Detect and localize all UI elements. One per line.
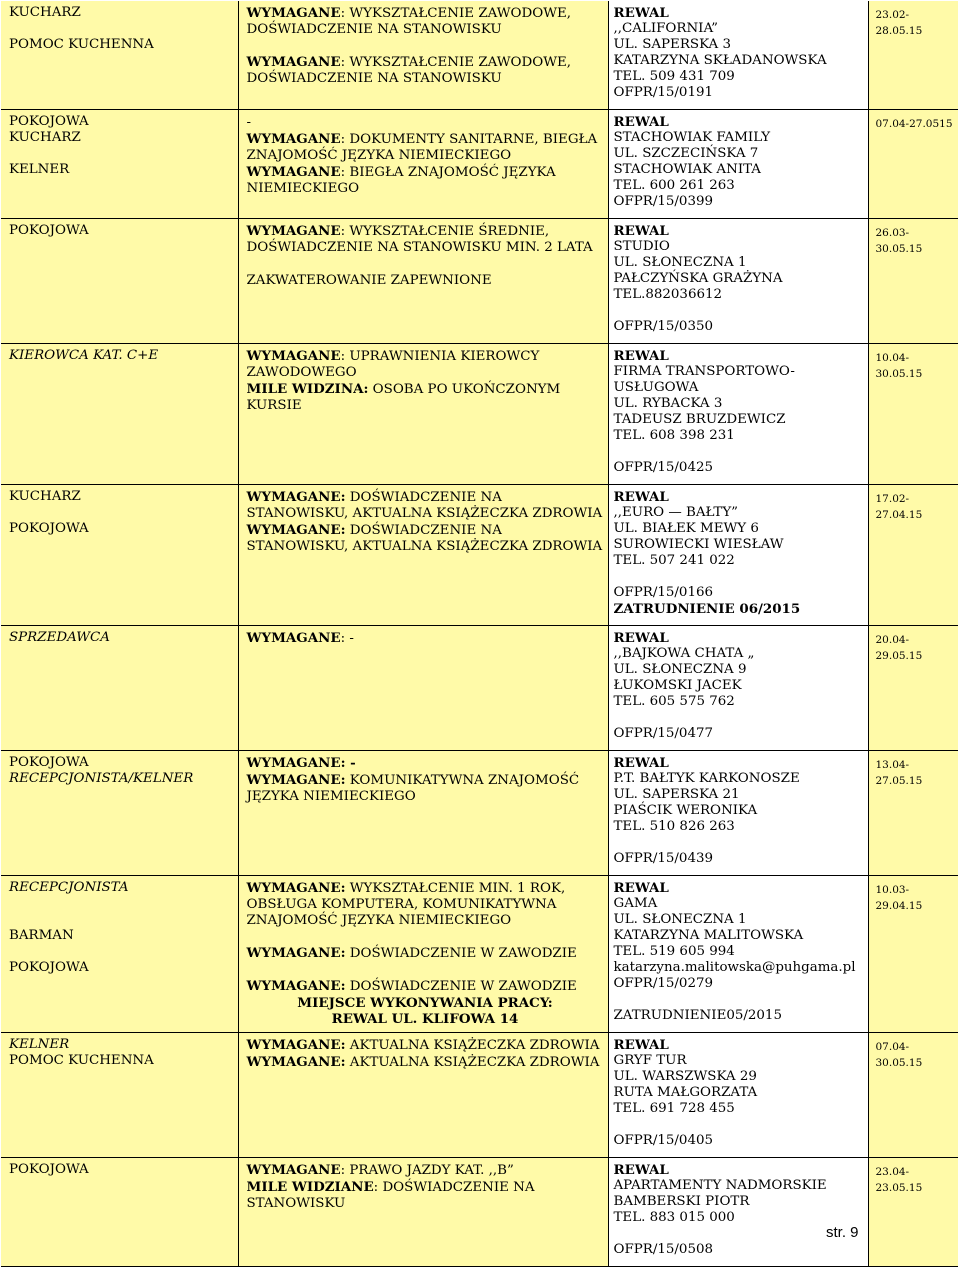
spacer — [9, 944, 234, 960]
employer-line: OFPR/15/0405 — [613, 1133, 714, 1148]
position-title: KIEROWCA KAT. C+E — [9, 348, 159, 363]
employer-location: REWAL — [613, 114, 669, 130]
employer-line: TEL. 519 605 994 — [613, 944, 735, 959]
requirement-label: WYMAGANE: — [246, 1054, 346, 1070]
offer-date: 07.04-27.0515 — [868, 110, 958, 219]
employer-location: REWAL — [613, 5, 669, 21]
employer-line: SUROWIECKI WIESŁAW — [613, 537, 784, 552]
requirement-label: WYMAGANE — [246, 348, 341, 364]
offer-row — [1, 344, 958, 485]
requirement — [247, 5, 604, 38]
employer-line: TEL.882036612 — [613, 287, 723, 302]
employer-line — [614, 1117, 864, 1133]
requirement-text: DOŚWIADCZENIE W ZAWODZIE — [345, 946, 577, 961]
requirement — [247, 978, 604, 995]
requirement-text: : - — [340, 631, 354, 646]
spacer — [247, 929, 604, 945]
requirement — [247, 348, 604, 381]
requirement — [247, 1037, 604, 1054]
requirement — [247, 164, 604, 197]
spacer — [614, 335, 864, 343]
offer-employer — [608, 1158, 868, 1267]
requirement-label: WYMAGANE: — [246, 945, 346, 961]
offer-positions — [1, 876, 238, 1033]
offer-employer — [608, 876, 868, 1033]
offer-employer — [608, 485, 868, 626]
offer-date: 26.03-30.05.15 — [868, 219, 958, 344]
offer-requirements — [238, 751, 608, 876]
offer-employer — [608, 1033, 868, 1158]
employer-line: OFPR/15/0166 — [613, 585, 714, 600]
requirement-label: WYMAGANE: — [246, 880, 346, 896]
employer-line: STACHOWIAK ANITA — [613, 162, 761, 177]
spacer — [614, 617, 864, 625]
employer-line: OFPR/15/0191 — [613, 85, 714, 100]
offer-date: 10.03-29.04.15 — [868, 876, 958, 1033]
requirement-text: : UPRAWNIENIA KIEROWCY ZAWODOWEGO — [246, 349, 540, 380]
requirement-label: WYMAGANE: - — [246, 755, 356, 771]
offer-positions — [1, 1, 238, 110]
offer-row — [1, 219, 958, 344]
offer-requirements — [238, 626, 608, 751]
requirement-text: AKTUALNA KSIĄŻECZKA ZDROWIA — [345, 1038, 600, 1053]
workplace-note: REWAL UL. KLIFOWA 14 — [331, 1011, 519, 1027]
employer-location: REWAL — [613, 489, 669, 505]
offer-row — [1, 1158, 958, 1267]
requirement-text: : DOKUMENTY SANITARNE, BIEGŁA ZNAJOMOŚĆ JĘZYKA NIEMIECKIEGO — [246, 132, 598, 163]
requirement-label: WYMAGANE — [246, 5, 341, 21]
requirement-text: AKTUALNA KSIĄŻECZKA ZDROWIA — [345, 1055, 600, 1070]
employer-line: UL. WARSZWSKA 29 — [613, 1069, 757, 1084]
spacer — [247, 962, 604, 978]
offer-employer — [608, 344, 868, 485]
offer-employer — [608, 626, 868, 751]
requirement-text: : WYKSZTAŁCENIE ZAWODOWE, DOŚWIADCZENIE NA STANOWISKU — [246, 55, 572, 86]
offer-row — [1, 110, 958, 219]
employer-line: TEL. 510 826 263 — [613, 819, 735, 834]
spacer — [614, 210, 864, 218]
employer-line: ,,BAJKOWA CHATA „ — [613, 646, 755, 661]
position-title — [9, 896, 234, 912]
requirement — [247, 1162, 604, 1179]
spacer — [614, 1258, 864, 1266]
employer-line: UL. SAPERSKA 3 — [613, 37, 731, 52]
employer-location: REWAL — [613, 348, 669, 364]
offer-date: 10.04-30.05.15 — [868, 344, 958, 485]
spacer — [614, 476, 864, 484]
requirement — [247, 114, 604, 131]
offer-requirements — [238, 876, 608, 1033]
employer-location: REWAL — [613, 755, 669, 771]
position-title: POKOJOWA — [9, 114, 89, 129]
requirement — [247, 489, 604, 522]
spacer — [614, 867, 864, 875]
offer-date: 20.04-29.05.15 — [868, 626, 958, 751]
employer-line: OFPR/15/0439 — [613, 851, 714, 866]
employer-line — [614, 710, 864, 726]
employer-line: RUTA MAŁGORZATA — [613, 1085, 758, 1100]
employer-line: UL. BIAŁEK MEWY 6 — [613, 521, 759, 536]
employer-line: UL. SŁONECZNA 9 — [613, 662, 747, 677]
employer-line: ,,CALIFORNIA” — [613, 21, 719, 36]
employer-line — [614, 303, 864, 319]
position-title: KUCHARZ — [9, 130, 81, 145]
offer-date: 17.02-27.04.15 — [868, 485, 958, 626]
requirement-text: WYKSZTAŁCENIE MIN. 1 ROK, OBSŁUGA KOMPUTERA, KOMUNIKATYWNA ZNAJOMOŚĆ JĘZYKA NIEMIECKIEGO — [246, 881, 566, 928]
position-title: KELNER — [9, 162, 70, 177]
position-title: KUCHARZ — [9, 489, 81, 504]
offer-requirements — [238, 1158, 608, 1267]
offer-requirements — [238, 219, 608, 344]
employer-line: P.T. BAŁTYK KARKONOSZE — [613, 771, 800, 786]
requirement — [247, 131, 604, 164]
position-title: RECEPCJONISTA — [9, 880, 129, 895]
requirement-label: WYMAGANE — [246, 131, 341, 147]
requirement — [247, 772, 604, 805]
position-title: SPRZEDAWCA — [9, 630, 110, 645]
job-offers-sheet — [1, 1, 958, 1267]
position-title: POKOJOWA — [9, 223, 89, 238]
offer-row — [1, 626, 958, 751]
position-title: POKOJOWA — [9, 521, 89, 536]
requirement-text: - — [246, 115, 252, 130]
position-title: BARMAN — [9, 928, 74, 943]
employer-line: OFPR/15/0399 — [613, 194, 714, 209]
requirement — [247, 1054, 604, 1071]
requirement — [247, 381, 604, 414]
requirement-text: : DOŚWIADCZENIE NA STANOWISKU — [246, 1180, 535, 1211]
requirement — [247, 223, 604, 256]
employer-line: UL. SZCZECIŃSKA 7 — [613, 146, 759, 161]
offer-positions — [1, 485, 238, 626]
spacer — [9, 21, 234, 37]
employer-line: ŁUKOMSKI JACEK — [613, 678, 742, 693]
employer-line — [614, 569, 864, 585]
requirement-text: DOŚWIADCZENIE W ZAWODZIE — [345, 979, 577, 994]
offer-positions — [1, 219, 238, 344]
offer-requirements — [238, 1, 608, 110]
offer-positions — [1, 344, 238, 485]
requirement-label: WYMAGANE: — [246, 489, 346, 505]
offer-employer — [608, 1, 868, 110]
spacer — [614, 101, 864, 109]
requirement-label: WYMAGANE — [246, 54, 341, 70]
offer-requirements — [238, 485, 608, 626]
requirement-label: WYMAGANE — [246, 1162, 341, 1178]
requirement-label: WYMAGANE — [246, 630, 341, 646]
employer-location: REWAL — [613, 1162, 669, 1178]
employer-line: TEL. 691 728 455 — [613, 1101, 735, 1116]
employer-line: GRYF TUR — [613, 1053, 687, 1068]
spacer — [614, 1149, 864, 1157]
position-title: POMOC KUCHENNA — [9, 37, 154, 52]
requirement — [247, 630, 604, 647]
requirement — [247, 1179, 604, 1212]
employer-line: TEL. 509 431 709 — [613, 69, 735, 84]
employer-line: STUDIO — [613, 239, 670, 254]
spacer — [614, 1024, 864, 1032]
employer-line: KATARZYNA SKŁADANOWSKA — [613, 53, 827, 68]
spacer — [247, 38, 604, 54]
requirement-text: : WYKSZTAŁCENIE ŚREDNIE, DOŚWIADCZENIE NA STANOWISKU MIN. 2 LATA — [246, 224, 593, 255]
requirement-text: KOMUNIKATYWNA ZNAJOMOŚĆ JĘZYKA NIEMIECKIEGO — [246, 773, 580, 804]
employer-line: BAMBERSKI PIOTR — [613, 1194, 750, 1209]
employer-line: UL. SAPERSKA 21 — [613, 787, 740, 802]
employer-location: REWAL — [613, 1037, 669, 1053]
position-title: POMOC KUCHENNA — [9, 1053, 154, 1068]
employer-line: OFPR/15/0508 — [613, 1242, 714, 1257]
employer-location: REWAL — [613, 880, 669, 896]
requirement — [247, 880, 604, 929]
employer-line: TADEUSZ BRUZDEWICZ — [613, 412, 786, 427]
offer-employer — [608, 751, 868, 876]
offer-positions — [1, 626, 238, 751]
employer-line: ZATRUDNIENIE05/2015 — [613, 1008, 782, 1023]
spacer — [9, 146, 234, 162]
employer-line: OFPR/15/0425 — [613, 460, 714, 475]
offer-requirements — [238, 344, 608, 485]
employer-line: UL. RYBACKA 3 — [613, 396, 723, 411]
employer-location: REWAL — [613, 223, 669, 239]
requirement-text: : BIEGŁA ZNAJOMOŚĆ JĘZYKA NIEMIECKIEGO — [246, 165, 556, 196]
requirement-label: WYMAGANE: — [246, 522, 346, 538]
job-offers-table — [1, 1, 958, 1267]
employer-line: OFPR/15/0350 — [613, 319, 714, 334]
offer-requirements — [238, 1033, 608, 1158]
requirement — [247, 755, 604, 772]
employer-line: OFPR/15/0477 — [613, 726, 714, 741]
offer-date: 23.04-23.05.15 — [868, 1158, 958, 1267]
offer-positions — [1, 1033, 238, 1158]
employer-line: PIAŚCIK WERONIKA — [613, 803, 758, 818]
offer-positions — [1, 751, 238, 876]
requirement-label: MILE WIDZINA: — [246, 381, 369, 397]
requirement-text: : WYKSZTAŁCENIE ZAWODOWE, DOŚWIADCZENIE NA STANOWISKU — [246, 6, 572, 37]
position-title: KUCHARZ — [9, 5, 81, 20]
offer-positions — [1, 110, 238, 219]
position-title: RECEPCJONISTA/KELNER — [9, 771, 194, 786]
employer-line — [614, 444, 864, 460]
employer-line: KATARZYNA MALITOWSKA — [613, 928, 804, 943]
requirement — [247, 272, 604, 289]
employer-location: REWAL — [613, 630, 669, 646]
requirement-text: OSOBA PO UKOŃCZONYM KURSIE — [246, 382, 561, 413]
employer-line: GAMA — [613, 896, 658, 911]
offer-row — [1, 485, 958, 626]
requirement-label: WYMAGANE: — [246, 978, 346, 994]
employer-line: ,,EURO — BAŁTY” — [613, 505, 739, 520]
employer-line: TEL. 608 398 231 — [613, 428, 735, 443]
offer-row — [1, 1033, 958, 1158]
employer-line: APARTAMENTY NADMORSKIE — [613, 1178, 827, 1193]
requirement-text: ZAKWATEROWANIE ZAPEWNIONE — [246, 273, 492, 288]
employer-line: TEL. 605 575 762 — [613, 694, 735, 709]
position-title: POKOJOWA — [9, 960, 89, 975]
employer-line: STACHOWIAK FAMILY — [613, 130, 771, 145]
position-title — [9, 912, 234, 928]
requirement-label: WYMAGANE: — [246, 1037, 346, 1053]
employer-line: katarzyna.malitowska@puhgama.pl — [613, 960, 856, 975]
requirement-label: WYMAGANE — [246, 223, 341, 239]
offer-positions — [1, 1158, 238, 1267]
offer-row — [1, 1, 958, 110]
employer-line: UL. SŁONECZNA 1 — [613, 912, 747, 927]
offer-requirements — [238, 110, 608, 219]
position-title: KELNER — [9, 1037, 70, 1052]
requirement-text: DOŚWIADCZENIE NA STANOWISKU, AKTUALNA KSIĄŻECZKA ZDROWIA — [246, 490, 603, 521]
requirement-text: DOŚWIADCZENIE NA STANOWISKU, AKTUALNA KSIĄŻECZKA ZDROWIA — [246, 523, 603, 554]
offer-employer — [608, 110, 868, 219]
requirement-text: : PRAWO JAZDY KAT. ,,B” — [340, 1163, 514, 1178]
employer-line: TEL. 883 015 000 — [613, 1210, 735, 1225]
employer-line: PAŁCZYŃSKA GRAŻYNA — [613, 271, 783, 286]
employer-line: TEL. 600 261 263 — [613, 178, 735, 193]
employer-line — [614, 835, 864, 851]
spacer — [614, 742, 864, 750]
spacer — [247, 256, 604, 272]
requirement-label: MILE WIDZIANE — [246, 1179, 374, 1195]
employer-line: OFPR/15/0279 — [613, 976, 714, 991]
workplace-note: MIEJSCE WYKONYWANIA PRACY: — [297, 995, 553, 1011]
requirement — [247, 54, 604, 87]
position-title: POKOJOWA — [9, 755, 89, 770]
employer-line: FIRMA TRANSPORTOWO-USŁUGOWA — [613, 364, 795, 395]
offer-date: 13.04-27.05.15 — [868, 751, 958, 876]
employer-line: UL. SŁONECZNA 1 — [613, 255, 747, 270]
spacer — [9, 505, 234, 521]
offer-row — [1, 876, 958, 1033]
requirement — [247, 522, 604, 555]
offer-date: 07.04-30.05.15 — [868, 1033, 958, 1158]
position-title: POKOJOWA — [9, 1162, 89, 1177]
employer-line — [614, 992, 864, 1008]
employer-line: TEL. 507 241 022 — [613, 553, 735, 568]
requirement-label: WYMAGANE: — [246, 772, 346, 788]
requirement — [247, 945, 604, 962]
requirement-label: WYMAGANE — [246, 164, 341, 180]
employment-note: ZATRUDNIENIE 06/2015 — [613, 601, 801, 617]
offer-employer — [608, 219, 868, 344]
page-number: str. 9 — [826, 1224, 859, 1241]
offer-date: 23.02-28.05.15 — [868, 1, 958, 110]
offer-row — [1, 751, 958, 876]
